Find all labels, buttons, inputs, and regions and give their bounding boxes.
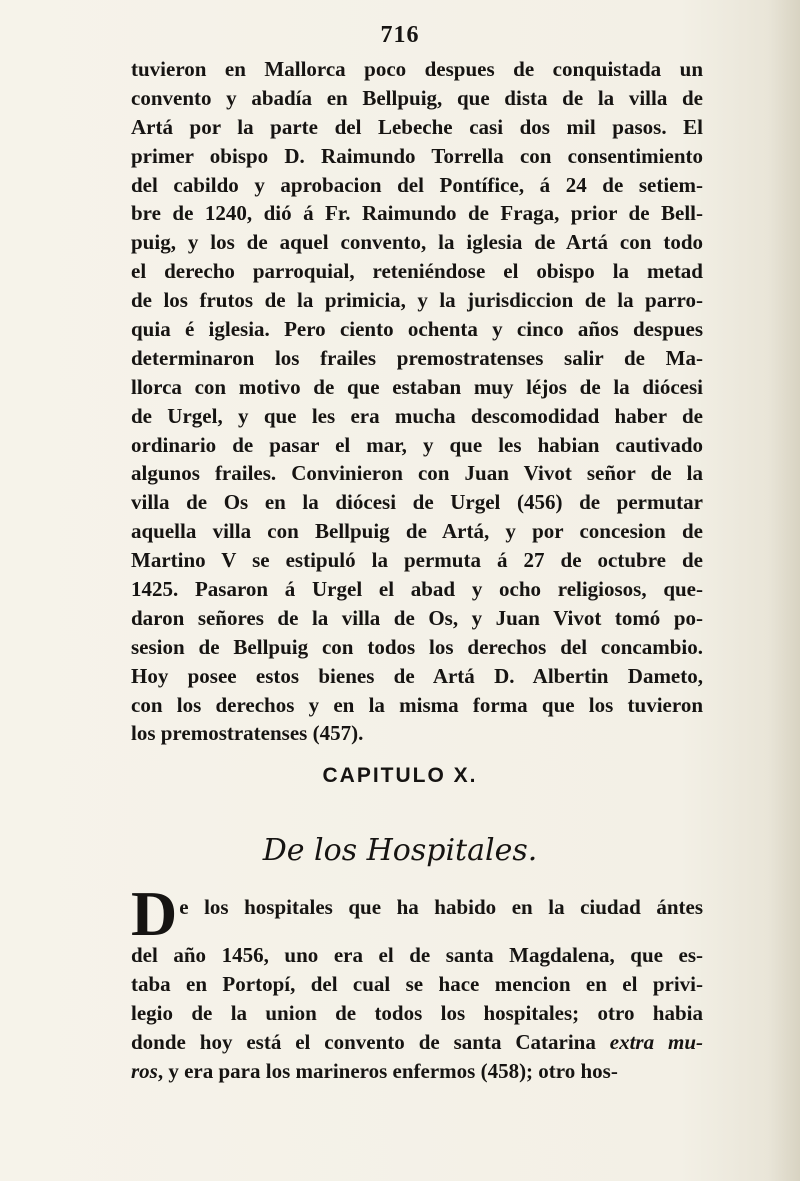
- text-line: 1425. Pasaron á Urgel el abad y ocho religiosos, que-: [131, 577, 703, 602]
- text-line: [131, 1028, 703, 1057]
- text-line: determinaron los frailes premostratenses salir de Ma-: [131, 345, 703, 370]
- text-line: llorca con motivo de que estaban muy léjos de la diócesi: [131, 374, 703, 399]
- text-line: del año 1456, uno era el de santa Magdalena, que es-: [131, 943, 703, 967]
- text-line: los premostratenses (457).: [131, 721, 364, 746]
- text-line: daron señores de la villa de Os, y Juan Vivot tomó po-: [131, 605, 703, 630]
- text-line: e los hospitales que ha habido en la ciudad ántes: [179, 895, 703, 919]
- text-line: de los frutos de la primicia, y la jurisdiccion de la parro-: [131, 288, 703, 313]
- italic-phrase: extra mu-: [609, 1029, 703, 1054]
- text-line: ordinario de pasar el mar, y que les habian cautivado: [131, 432, 703, 457]
- text-line: algunos frailes. Convinieron con Juan Vivot señor de la: [131, 461, 703, 486]
- text-line: Artá por la parte del Lebeche casi dos mil pasos. El: [131, 114, 703, 139]
- text-line: taba en Portopí, del cual se hace mencion en el privi-: [131, 971, 703, 996]
- text-line: de Urgel, y que les era mucha descomodidad haber de: [131, 403, 703, 428]
- text-line: puig, y los de aquel convento, la iglesia de Artá con todo: [131, 230, 703, 255]
- paragraph-2: [131, 878, 703, 1085]
- text-segment: , y era para los marineros enfermos (458); otro hos-: [157, 1058, 618, 1083]
- drop-cap: D: [131, 878, 178, 949]
- text-line: el derecho parroquial, reteniéndose el obispo la metad: [131, 259, 703, 284]
- text-line: sesion de Bellpuig con todos los derechos del concambio.: [131, 634, 703, 659]
- text-line: quia é iglesia. Pero ciento ochenta y cinco años despues: [131, 317, 703, 342]
- text-line: del cabildo y aprobacion del Pontífice, á 24 de setiem-: [131, 172, 703, 197]
- paragraph-1: [131, 55, 703, 748]
- text-line: con los derechos y en la misma forma que los tuvieron: [131, 692, 703, 717]
- text-line: Hoy posee estos bienes de Artá D. Albertin Dameto,: [131, 663, 703, 688]
- text-line: [131, 1057, 703, 1086]
- chapter-heading: CAPITULO X.: [322, 764, 478, 787]
- text-line: convento y abadía en Bellpuig, que dista de la villa de: [131, 85, 703, 110]
- text-line: legio de la union de todos los hospitales; otro habia: [131, 1000, 703, 1025]
- text-line: villa de Os en la diócesi de Urgel (456) de permutar: [131, 490, 703, 515]
- text-line: tuvieron en Mallorca poco despues de conquistada un: [131, 57, 703, 81]
- text-line: bre de 1240, dió á Fr. Raimundo de Fraga, prior de Bell-: [131, 201, 703, 226]
- italic-phrase: ros: [131, 1058, 158, 1083]
- text-line: Martino V se estipuló la permuta á 27 de octubre de: [131, 548, 703, 573]
- text-segment: donde hoy está el convento de santa Catarina: [131, 1029, 596, 1054]
- text-line: aquella villa con Bellpuig de Artá, y por concesion de: [131, 519, 703, 544]
- chapter-subtitle: De los Hospitales.: [262, 833, 538, 868]
- text-line: primer obispo D. Raimundo Torrella con consentimiento: [131, 143, 703, 168]
- page-number: 716: [380, 22, 420, 48]
